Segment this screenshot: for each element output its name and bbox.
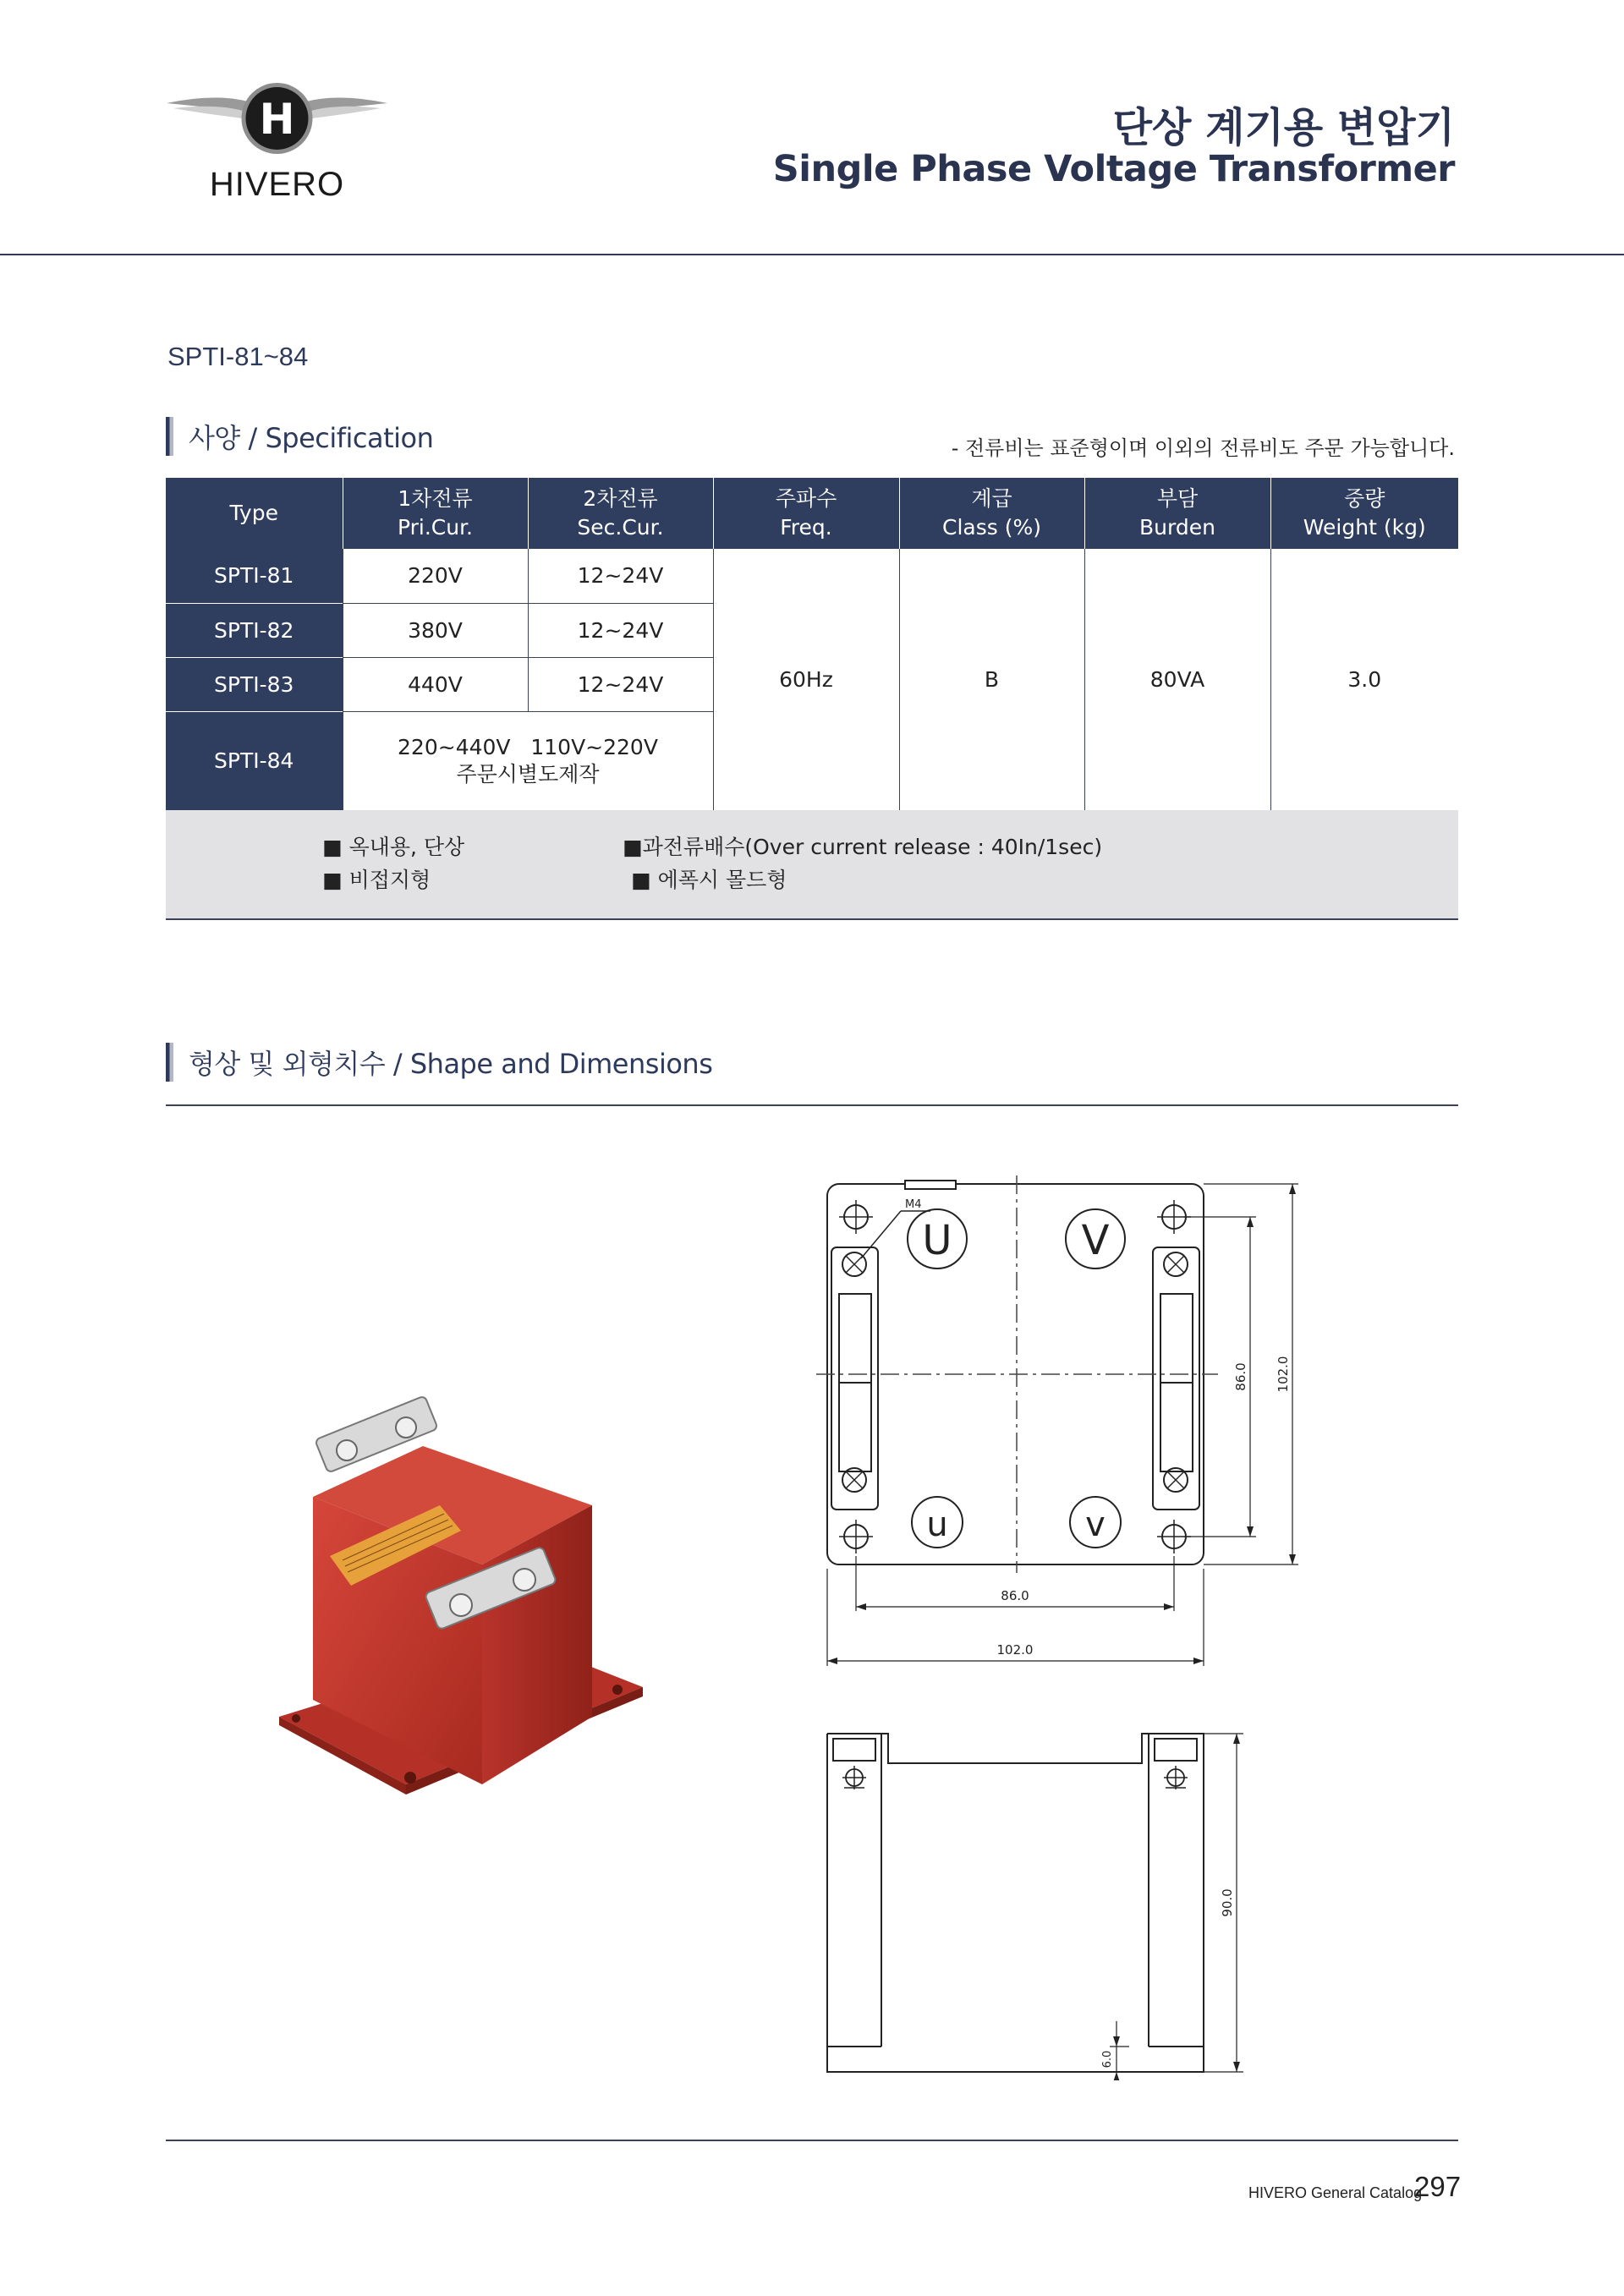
cell-primary-secondary-merged: 220~440V 110V~220V 주문시별도제작 (343, 711, 713, 810)
cell-class: B (899, 549, 1084, 810)
screw-size-label: M4 (905, 1198, 922, 1211)
section-marker (166, 1043, 173, 1082)
table-header-row (166, 478, 1458, 549)
cell-burden: 80VA (1084, 549, 1270, 810)
dim-base-thickness: 6.0 (1101, 2050, 1114, 2069)
col-header-primary-current: 1차전류 Pri.Cur. (343, 478, 528, 549)
terminal-V: V (1081, 1217, 1110, 1264)
shape-section-header (166, 1043, 712, 1082)
col-header-class: 계급 Class (%) (899, 478, 1084, 549)
cell-weight: 3.0 (1270, 549, 1458, 810)
cell-type: SPTI-82 (166, 603, 343, 657)
brand-logo-emblem (165, 78, 389, 162)
side-view-drawing (795, 1717, 1269, 2080)
header-divider (0, 254, 1624, 255)
shape-section-title: 형상 및 외형치수 / Shape and Dimensions (189, 1048, 713, 1080)
note-overcurrent-release: ■과전류배수(Over current release : 40In/1sec) (623, 835, 1103, 859)
logo-letter: H (259, 95, 295, 144)
page-title-korean: 단상 계기용 변압기 (1112, 104, 1455, 151)
page-number: 297 (1414, 2171, 1462, 2202)
note-indoor-single-phase: ■ 옥내용, 단상 (322, 835, 465, 859)
cell-secondary: 12~24V (528, 657, 713, 711)
brand-name: HIVERO (209, 166, 345, 203)
col-header-secondary-current: 2차전류 Sec.Cur. (528, 478, 713, 549)
page-title-english: Single Phase Voltage Transformer (772, 148, 1455, 190)
spec-section-header (166, 417, 433, 456)
dim-side-height: 90.0 (1220, 1888, 1235, 1917)
col-header-burden: 부담 Burden (1084, 478, 1270, 549)
dim-outer-height: 102.0 (1276, 1356, 1291, 1393)
cell-secondary: 12~24V (528, 603, 713, 657)
terminal-U: U (922, 1217, 952, 1264)
cell-type: SPTI-81 (166, 549, 343, 603)
cell-primary: 380V (343, 603, 528, 657)
footer-divider (166, 2140, 1458, 2141)
spec-table (166, 478, 1458, 811)
cell-secondary: 12~24V (528, 549, 713, 603)
top-view-drawing (795, 1167, 1320, 1674)
col-header-frequency: 주파수 Freq. (713, 478, 899, 549)
cell-type: SPTI-83 (166, 657, 343, 711)
table-row (166, 549, 1458, 603)
cell-type: SPTI-84 (166, 711, 343, 810)
cell-primary: 220V (343, 549, 528, 603)
dim-outer-width: 102.0 (996, 1642, 1034, 1658)
cell-frequency: 60Hz (713, 549, 899, 810)
spec-section-title: 사양 / Specification (189, 422, 434, 454)
dim-inner-height: 86.0 (1233, 1362, 1248, 1391)
spec-note: - 전류비는 표준형이며 이외의 전류비도 주문 가능합니다. (951, 436, 1455, 460)
terminal-u: u (926, 1505, 948, 1544)
col-header-type: Type (166, 478, 343, 549)
model-range: SPTI-81~84 (167, 342, 309, 371)
note-ungrounded: ■ 비접지형 (322, 868, 431, 892)
shape-section-divider (166, 1104, 1458, 1106)
note-epoxy-molded: ■ 에폭시 몰드형 (631, 868, 787, 892)
col-header-weight: 중량 Weight (kg) (1270, 478, 1458, 549)
cell-primary: 440V (343, 657, 528, 711)
footer-catalog-name: HIVERO General Catalog (1248, 2184, 1423, 2201)
product-photo (271, 1387, 643, 1827)
dim-inner-width: 86.0 (1001, 1588, 1029, 1603)
terminal-v: v (1085, 1505, 1106, 1544)
section-marker (166, 417, 173, 456)
spec-notes-box (166, 810, 1458, 920)
